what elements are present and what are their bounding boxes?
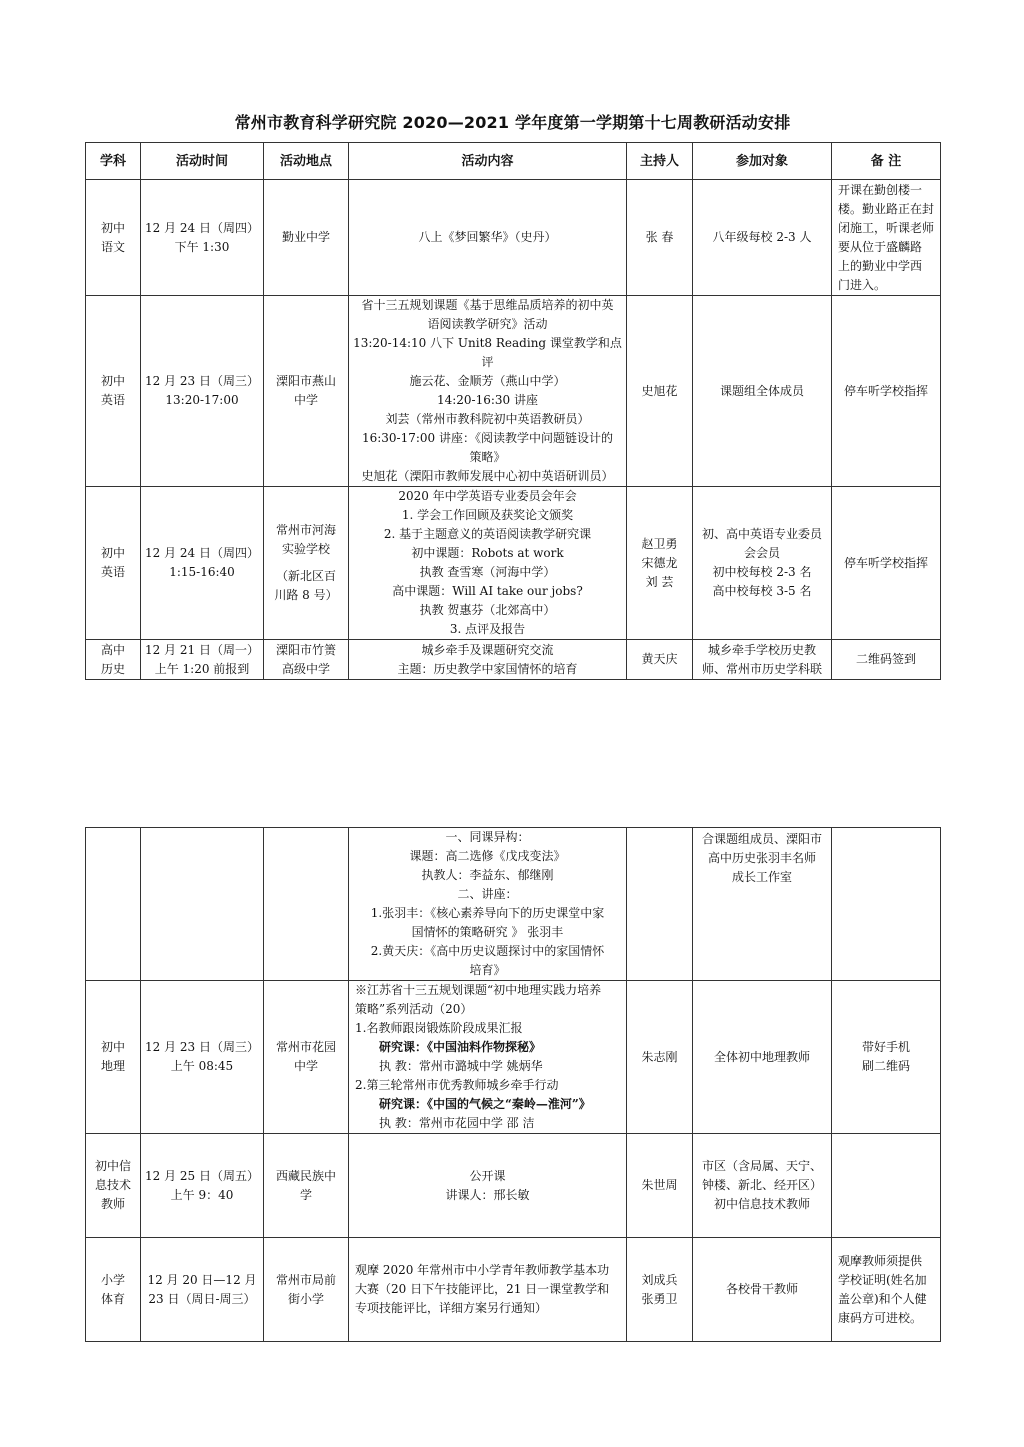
cell-audience: 市区（含局属、天宁、 钟楼、新北、经开区） 初中信息技术教师 (693, 1134, 832, 1238)
cell-subject: 初中信 息技术 教师 (86, 1134, 141, 1238)
cell-content: 2020 年中学英语专业委员会年会 1. 学会工作回顾及获奖论文颁奖 2. 基于主题意义的英语阅读教学研究课 初中课题：Robots at work 执教 查雪寒（河海中学） 高中课题：Will AI take our jobs? 执教 贺惠芬（北郊高中） 3. 点评及报告 (349, 487, 627, 640)
header-time: 活动时间 (141, 143, 264, 180)
cell-content: ※江苏省十三五规划课题“初中地理实践力培养 策略”系列活动（20） 1.名教师跟岗锻炼阶段成果汇报 研究课：《中国油料作物探秘》 执 教：常州市潞城中学 姚炳华 2.第三轮常州市优秀教师城乡牵手行动 研究课：《中国的气候之“秦岭—淮河”》 执 教：常州市花园中学 邵 洁 (349, 981, 627, 1134)
cell-host: 朱志刚 (627, 981, 693, 1134)
cell-subject: 小学 体育 (86, 1238, 141, 1342)
cell-time: 12 月 24 日（周四） 1:15-16:40 (141, 487, 264, 640)
cell-note (832, 1134, 941, 1238)
header-place: 活动地点 (264, 143, 349, 180)
cell-place: 常州市河海 实验学校 （新北区百 川路 8 号） (264, 487, 349, 640)
cell-content: 公开课 讲课人：邢长敏 (349, 1134, 627, 1238)
page-title: 常州市教育科学研究院 2020—2021 学年度第一学期第十七周教研活动安排 (234, 113, 791, 132)
cell-content: 一、同课异构： 课题：高二选修《戊戌变法》 执教人：李益东、郁继刚 二、讲座： 1.张羽丰：《核心素养导向下的历史课堂中家 国情怀的策略研究 》 张羽丰 2.黄天庆：《高中历史议题探讨中的家国情怀 培育》 (349, 828, 627, 981)
cell-host: 朱世周 (627, 1134, 693, 1238)
cell-content: 省十三五规划课题《基于思维品质培养的初中英 语阅读教学研究》活动 13:20-14:10 八下 Unit8 Reading 课堂教学和点 评 施云花、金顺芳（燕山中学） 14:20-16:30 讲座 刘芸（常州市教科院初中英语教研员） 16:30-17:00 讲座：《阅读教学中问题链设计的 策略》 史旭花（溧阳市教师发展中心初中英语研训员） (349, 296, 627, 487)
cell-subject: 初中 地理 (86, 981, 141, 1134)
header-note: 备 注 (832, 143, 941, 180)
cell-subject: 高中 历史 (86, 640, 141, 680)
cell-time: 12 月 25 日（周五） 上午 9：40 (141, 1134, 264, 1238)
table-row (86, 828, 941, 981)
cell-place: 溧阳市竹箦 高级中学 (264, 640, 349, 680)
cell-audience: 初、高中英语专业委员 会会员 初中校每校 2-3 名 高中校每校 3-5 名 (693, 487, 832, 640)
cell-place: 勤业中学 (264, 180, 349, 296)
cell-subject (86, 828, 141, 981)
cell-time: 12 月 23 日（周三） 上午 08:45 (141, 981, 264, 1134)
cell-note: 停车听学校指挥 (832, 296, 941, 487)
cell-audience: 课题组全体成员 (693, 296, 832, 487)
cell-content: 八上《梦回繁华》（史丹） (349, 180, 627, 296)
cell-host (627, 828, 693, 981)
cell-time: 12 月 24 日（周四） 下午 1:30 (141, 180, 264, 296)
header-audience: 参加对象 (693, 143, 832, 180)
cell-place: 西藏民族中 学 (264, 1134, 349, 1238)
table-row (86, 640, 941, 680)
cell-host: 赵卫勇 宋德龙 刘 芸 (627, 487, 693, 640)
cell-note: 带好手机 刷二维码 (832, 981, 941, 1134)
cell-audience: 合课题组成员、溧阳市 高中历史张羽丰名师 成长工作室 (693, 828, 832, 981)
cell-place (264, 828, 349, 981)
header-host: 主持人 (627, 143, 693, 180)
cell-content: 观摩 2020 年常州市中小学青年教师教学基本功 大赛（20 日下午技能评比，21 日一课堂教学和 专项技能评比，详细方案另行通知） (349, 1238, 627, 1342)
table-row (86, 180, 941, 296)
cell-time (141, 828, 264, 981)
cell-subject: 初中 英语 (86, 487, 141, 640)
table-row (86, 487, 941, 640)
cell-place: 常州市局前 街小学 (264, 1238, 349, 1342)
table-header-row (86, 143, 941, 180)
schedule-table-2 (85, 827, 941, 1342)
cell-subject: 初中 英语 (86, 296, 141, 487)
cell-host: 张 春 (627, 180, 693, 296)
cell-content: 城乡牵手及课题研究交流 主题：历史教学中家国情怀的培育 (349, 640, 627, 680)
cell-time: 12 月 21 日（周一） 上午 1:20 前报到 (141, 640, 264, 680)
table-row (86, 1134, 941, 1238)
cell-host: 史旭花 (627, 296, 693, 487)
schedule-table-1 (85, 142, 941, 680)
cell-time: 12 月 23 日（周三） 13:20-17:00 (141, 296, 264, 487)
cell-host: 黄天庆 (627, 640, 693, 680)
table-row (86, 296, 941, 487)
cell-audience: 全体初中地理教师 (693, 981, 832, 1134)
cell-host: 刘成兵 张勇卫 (627, 1238, 693, 1342)
cell-note: 二维码签到 (832, 640, 941, 680)
cell-audience: 城乡牵手学校历史教 师、常州市历史学科联 (693, 640, 832, 680)
cell-note: 观摩教师须提供 学校证明(姓名加 盖公章)和个人健 康码方可进校。 (832, 1238, 941, 1342)
header-subject: 学科 (86, 143, 141, 180)
cell-place: 溧阳市燕山 中学 (264, 296, 349, 487)
header-content: 活动内容 (349, 143, 627, 180)
cell-audience: 八年级每校 2-3 人 (693, 180, 832, 296)
cell-time: 12 月 20 日—12 月 23 日（周日-周三） (141, 1238, 264, 1342)
table-row (86, 981, 941, 1134)
cell-subject: 初中 语文 (86, 180, 141, 296)
cell-note (832, 828, 941, 981)
cell-place: 常州市花园 中学 (264, 981, 349, 1134)
cell-audience: 各校骨干教师 (693, 1238, 832, 1342)
cell-note: 开课在勤创楼一 楼。勤业路正在封 闭施工，听课老师 要从位于盛麟路 上的勤业中学西 门进入。 (832, 180, 941, 296)
table-row (86, 1238, 941, 1342)
cell-note: 停车听学校指挥 (832, 487, 941, 640)
